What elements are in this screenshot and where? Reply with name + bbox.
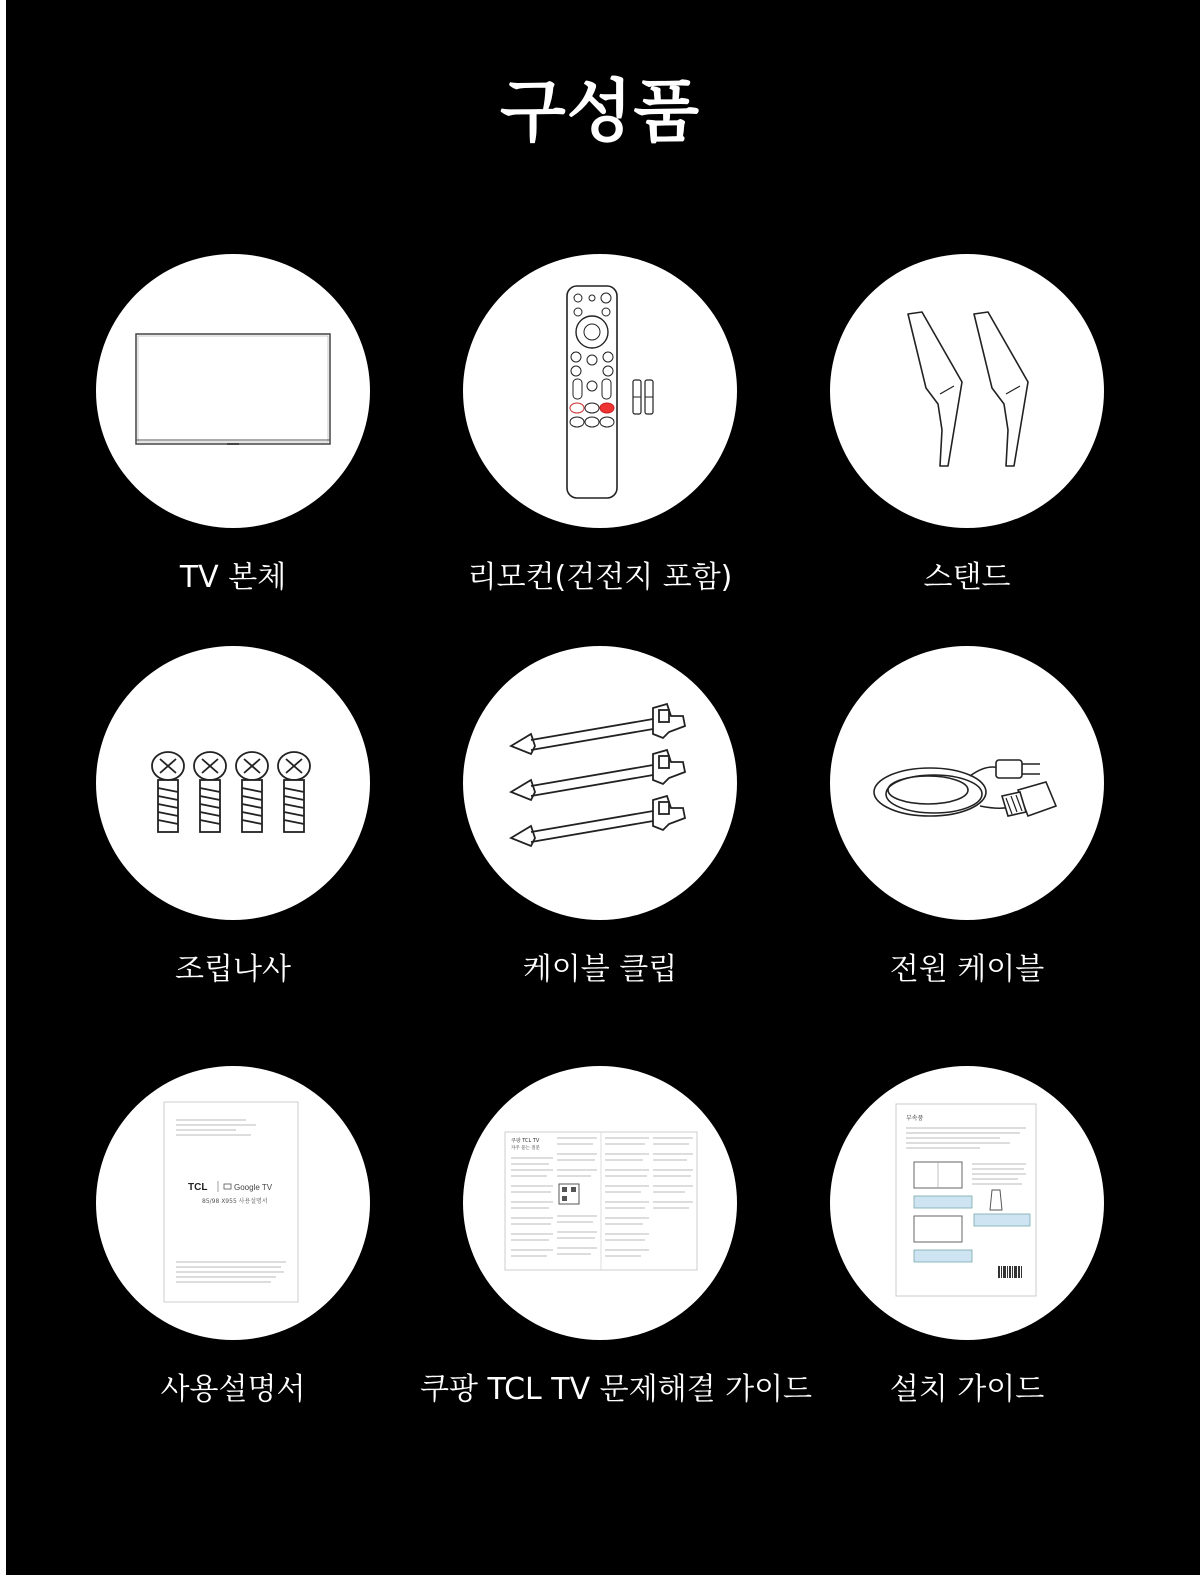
installation-guide-heading: 부속품	[906, 1115, 924, 1122]
installation-guide-image	[830, 1066, 1104, 1340]
left-edge-strip	[0, 0, 6, 1575]
manual-brand-2: Google TV	[234, 1183, 273, 1192]
manual-image	[96, 1066, 370, 1340]
tv-image	[96, 254, 370, 528]
power-cable-image	[830, 646, 1104, 920]
item-remote	[420, 254, 780, 596]
screws-image	[96, 646, 370, 920]
cable-clip-image	[463, 646, 737, 920]
tv-icon	[96, 254, 370, 528]
item-label: 설치 가이드	[889, 1372, 1045, 1407]
item-installation-guide	[787, 1066, 1147, 1408]
item-tv	[53, 254, 413, 596]
manual-brand: TCL	[188, 1182, 208, 1193]
item-stand	[787, 254, 1147, 596]
cable-clip-icon	[463, 646, 737, 920]
item-label: 스탠드	[923, 560, 1011, 595]
item-troubleshooting-guide	[420, 1066, 813, 1408]
item-cable-clip	[420, 646, 780, 988]
item-label: 사용설명서	[160, 1372, 306, 1407]
item-label: 전원 케이블	[889, 952, 1045, 987]
item-label: TV 본체	[179, 560, 287, 595]
installation-guide-icon	[830, 1066, 1104, 1340]
remote-control-icon	[463, 254, 737, 528]
item-label: 리모컨(건전지 포함)	[467, 560, 733, 595]
troubleshooting-guide-image	[463, 1066, 737, 1340]
stand-image	[830, 254, 1104, 528]
guide-heading: 쿠팡 TCL TV	[511, 1138, 540, 1144]
manual-icon	[96, 1066, 370, 1340]
power-cable-icon	[830, 646, 1104, 920]
item-power-cable	[787, 646, 1147, 988]
item-label: 조립나사	[175, 952, 291, 987]
guide-subheading: 자주 묻는 질문	[511, 1146, 540, 1151]
stand-icon	[830, 254, 1104, 528]
item-manual	[53, 1066, 413, 1408]
remote-image	[463, 254, 737, 528]
item-label: 케이블 클립	[522, 952, 678, 987]
guide-icon	[463, 1066, 737, 1340]
item-label: 쿠팡 TCL TV 문제해결 가이드	[420, 1372, 813, 1407]
manual-model: 85/98 X955 사용설명서	[202, 1198, 268, 1205]
item-screws	[53, 646, 413, 988]
page-title: 구성품	[499, 73, 701, 152]
screw-icon	[96, 646, 370, 920]
